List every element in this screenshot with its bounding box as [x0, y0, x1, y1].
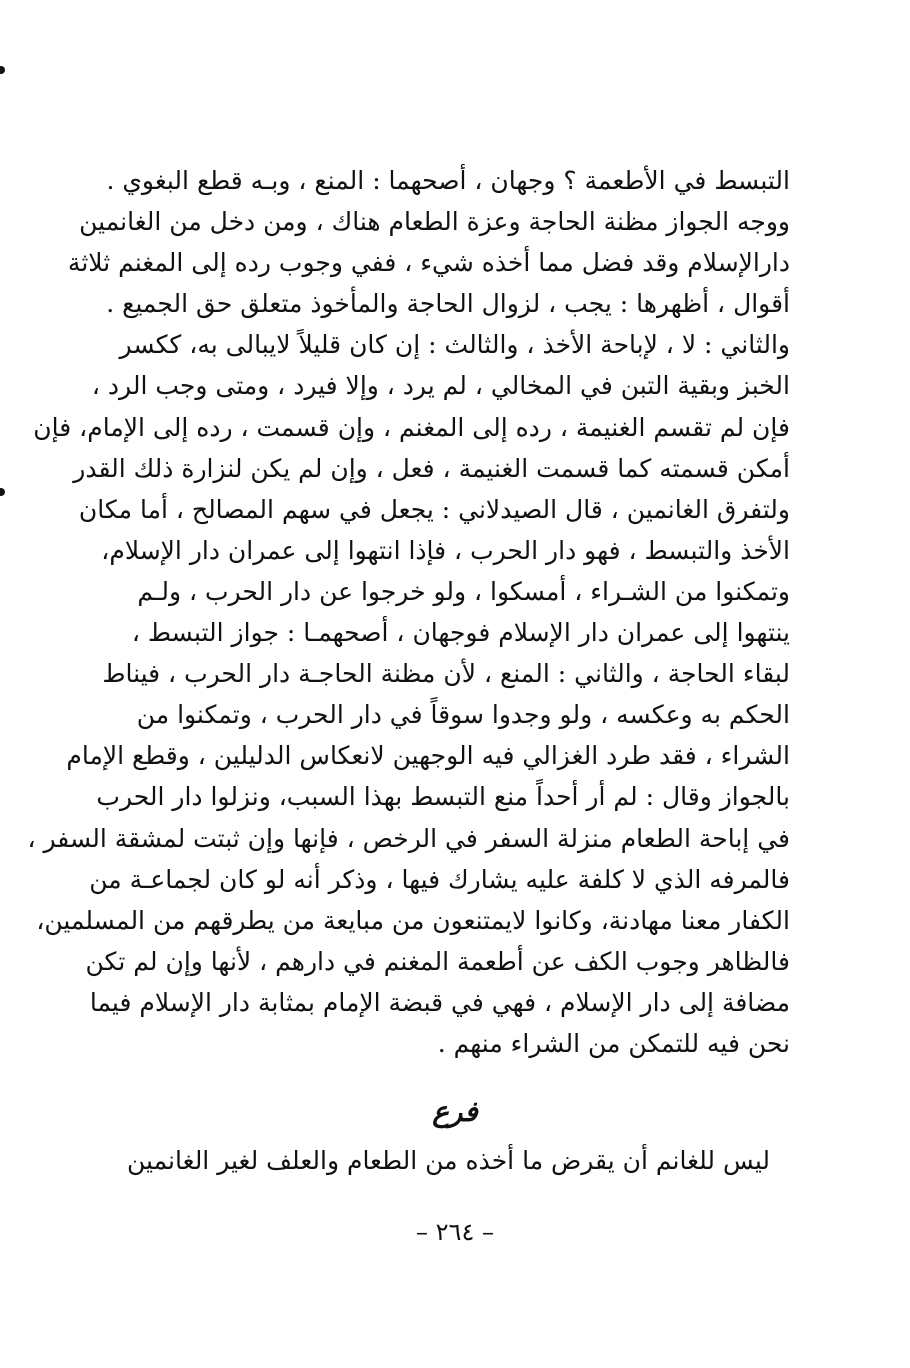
- text-line: الخبز وبقية التبن في المخالي ، لم يرد ، وإلا فيرد ، ومتى وجب الرد ،: [91, 371, 790, 401]
- text-line: بالجواز وقال : لم أر أحداً منع التبسط بهذا السبب، ونزلوا دار الحرب: [96, 782, 790, 812]
- page-number: – ٢٦٤ –: [416, 1218, 494, 1246]
- margin-mark: [0, 488, 5, 496]
- text-line: فإن لم تقسم الغنيمة ، رده إلى المغنم ، وإن قسمت ، رده إلى الإمام، فإن: [33, 412, 790, 442]
- text-line: أقوال ، أظهرها : يجب ، لزوال الحاجة والمأخوذ متعلق حق الجميع .: [106, 289, 790, 319]
- text-line: والثاني : لا ، لإباحة الأخذ ، والثالث : إن كان قليلاً لايبالى به، ككسر: [119, 330, 790, 360]
- text-line: ووجه الجواز مظنة الحاجة وعزة الطعام هناك ، ومن دخل من الغانمين: [79, 207, 790, 237]
- text-line: الأخذ والتبسط ، فهو دار الحرب ، فإذا انتهوا إلى عمران دار الإسلام،: [101, 535, 790, 565]
- text-line: نحن فيه للتمكن من الشراء منهم .: [437, 1028, 790, 1058]
- text-line: ولتفرق الغانمين ، قال الصيدلاني : يجعل في سهم المصالح ، أما مكان: [78, 494, 790, 524]
- text-line: الشراء ، فقد طرد الغزالي فيه الوجهين لانعكاس الدليلين ، وقطع الإمام: [66, 741, 790, 771]
- body-text: [27, 160, 790, 1064]
- text-line: التبسط في الأطعمة ؟ وجهان ، أصحهما : المنع ، وبـه قطع البغوي .: [106, 166, 790, 195]
- margin-mark: [0, 66, 5, 74]
- text-line: وتمكنوا من الشـراء ، أمسكوا ، ولو خرجوا عن دار الحرب ، ولـم: [137, 576, 790, 606]
- text-line: لبقاء الحاجة ، والثاني : المنع ، لأن مظنة الحاجـة دار الحرب ، فيناط: [102, 659, 790, 689]
- text-line: في إباحة الطعام منزلة السفر في الرخص ، فإنها وإن ثبتت لمشقة السفر ،: [27, 823, 790, 853]
- text-line: فالظاهر وجوب الكف عن أطعمة المغنم في دارهم ، لأنها وإن لم تكن: [85, 946, 790, 976]
- text-line: دارالإسلام وقد فضل مما أخذه شيء ، ففي وجوب رده إلى المغنم ثلاثة: [67, 248, 790, 278]
- text-line: أمكن قسمته كما قسمت الغنيمة ، فعل ، وإن لم يكن لنزارة ذلك القدر: [73, 453, 790, 483]
- text-line: الحكم به وعكسه ، ولو وجدوا سوقاً في دار الحرب ، وتمكنوا من: [136, 700, 790, 730]
- section-first-line: ليس للغانم أن يقرض ما أخذه من الطعام والعلف لغير الغانمين: [127, 1146, 770, 1175]
- text-line: مضافة إلى دار الإسلام ، فهي في قبضة الإمام بمثابة دار الإسلام فيما: [89, 987, 790, 1017]
- text-line: الكفار معنا مهادنة، وكانوا لايمتنعون من مبايعة من يطرقهم من المسلمين،: [36, 905, 790, 935]
- section-heading: فرع: [432, 1095, 478, 1128]
- text-line: ينتهوا إلى عمران دار الإسلام فوجهان ، أصحهمـا : جواز التبسط ،: [131, 618, 790, 648]
- text-line: فالمرفه الذي لا كلفة عليه يشارك فيها ، وذكر أنه لو كان لجماعـة من: [89, 864, 790, 894]
